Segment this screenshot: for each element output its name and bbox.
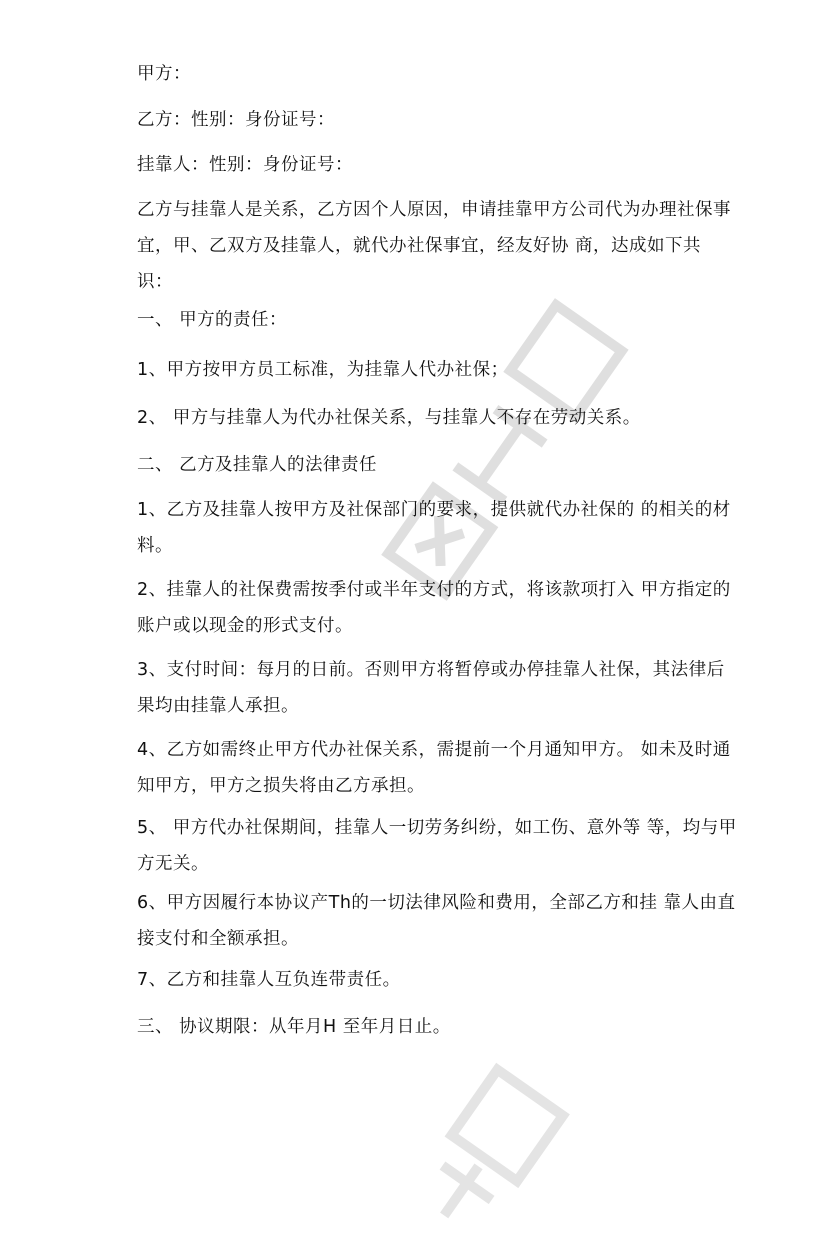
- intro-paragraph: 乙方与挂靠人是关系，乙方因个人原因，申请挂靠甲方公司代为办理社保事宜，甲、乙双方及挂靠人，就代办社保事宜，经友好协 商，达成如下共识：: [137, 200, 731, 292]
- watermark-graphic-bottom: [395, 1050, 585, 1250]
- section1-heading: 一、 甲方的责任：: [137, 310, 288, 330]
- section1-item-2: 2、 甲方与挂靠人为代办社保关系，与挂靠人不存在劳动关系。: [137, 408, 641, 428]
- section2-item-4: 4、乙方如需终止甲方代办社保关系，需提前一个月通知甲方。 如未及时通知甲方，甲方之损失将由乙方承担。: [137, 740, 731, 796]
- section2-item-6: 6、甲方因履行本协议产Th的一切法律风险和费用，全部乙方和挂 靠人由直接支付和全额承担。: [137, 893, 736, 949]
- section2-item-5: 5、 甲方代办社保期间，挂靠人一切劳务纠纷，如工伤、意外等 等，均与甲方无关。: [137, 818, 737, 874]
- section3-heading: 三、 协议期限：从年月H 至年月日止。: [137, 1017, 451, 1037]
- section2-item-1: 1、乙方及挂靠人按甲方及社保部门的要求，提供就代办社保的 的相关的材料。: [137, 500, 731, 556]
- section2-heading: 二、 乙方及挂靠人的法律责任: [137, 455, 378, 475]
- section1-item-1: 1、甲方按甲方员工标准，为挂靠人代办社保；: [137, 360, 509, 380]
- section2-item-2: 2、挂靠人的社保费需按季付或半年支付的方式，将该款项打入 甲方指定的账户或以现金的形式支付。: [137, 580, 731, 636]
- section2-item-3: 3、支付时间：每月的日前。否则甲方将暂停或办停挂靠人社保，其法律后果均由挂靠人承担。: [137, 660, 725, 716]
- party-a-line: 甲方：: [137, 64, 191, 84]
- section2-item-7: 7、乙方和挂靠人互负连带责任。: [137, 970, 401, 990]
- party-b-line: 乙方：性别：身份证号：: [137, 110, 335, 130]
- affiliate-line: 挂靠人：性别：身份证号：: [137, 155, 353, 175]
